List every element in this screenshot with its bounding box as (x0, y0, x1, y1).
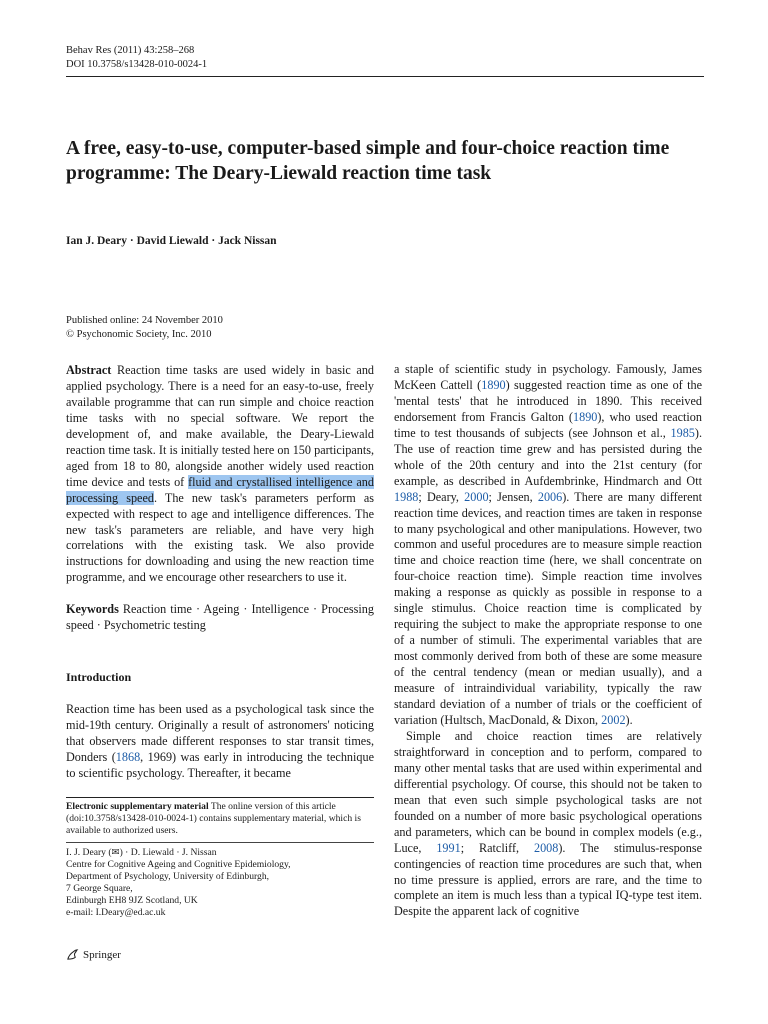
publication-info (66, 314, 223, 342)
abstract-section (66, 363, 374, 634)
supplementary-note (66, 801, 374, 837)
text: a staple of scientific study in psychology. Famously, James McKeen Cattell ( (394, 362, 702, 392)
text: Simple and choice reaction times are relatively straightforward in conception and to perform, compared to many other mental tasks that are used within experimental and differential psychology. Of course, this should not be taken to mean that even such simple psychological tasks are not founded on a number of more basic psychological operations and parameters, which can be bound in complex models (e.g., Luce, (394, 728, 702, 855)
citation-link[interactable]: 1868 (115, 749, 141, 764)
text: ) suggested reaction time as one of the 'mental tests' that he introduced in 1890. This received endorsement from Francis Galton ( (394, 377, 702, 424)
right-paragraph-1 (394, 362, 702, 729)
citation-link[interactable]: 2006 (537, 489, 563, 504)
publisher-footer (66, 948, 121, 961)
citation-link[interactable]: 1890 (573, 409, 598, 424)
highlighted-selection[interactable]: fluid and crystallised intelligence and processing speed (66, 474, 374, 505)
published-date: Published online: 24 November 2010 (66, 315, 223, 326)
text: ), who used reaction time to test thousands of subjects (see Johnson et al., (394, 409, 702, 440)
affiliation-street: 7 George Square, (66, 883, 133, 894)
affiliation-email[interactable]: e-mail: I.Deary@ed.ac.uk (66, 907, 166, 918)
copyright-line: © Psychonomic Society, Inc. 2010 (66, 329, 212, 340)
publisher-name: Springer (83, 948, 121, 961)
citation-link[interactable]: 2000 (464, 489, 489, 504)
citation-link[interactable]: 2008 (533, 840, 559, 855)
abstract-label: Abstract (66, 363, 112, 377)
article-title: A free, easy-to-use, computer-based simple and four-choice reaction time programme: The Deary-Liewald reaction time task (66, 138, 670, 184)
footnote-rule (66, 797, 374, 798)
affiliation-rule (66, 842, 374, 843)
affiliation-block (66, 847, 374, 919)
right-paragraph-2 (394, 729, 702, 920)
text: ; Deary, (418, 489, 465, 504)
text: ). The stimulus-response contingencies of reaction time procedures are such that, when no time pressure is applied, errors are rare, and the time to complete an item is much less than a typical IQ-type test item. Despite the apparent lack of cognitive (394, 840, 703, 919)
keywords-paragraph (66, 602, 374, 634)
affiliation-department: Department of Psychology, University of Edinburgh, (66, 871, 270, 882)
citation-link[interactable]: 1985 (670, 425, 695, 440)
introduction-text (66, 702, 374, 782)
citation-link[interactable]: 2002 (601, 712, 626, 727)
citation-link[interactable]: 1988 (394, 489, 419, 504)
keywords-text: Reaction time · Ageing · Intelligence · Processing speed · Psychometric testing (66, 602, 374, 633)
affiliation-authors: I. J. Deary (✉) · D. Liewald · J. Nissan (66, 847, 217, 858)
intro-text-a: Reaction time has been used as a psychological task since the mid-19th century. Originally a result of astronomers' noticing that observers made different responses to star transit times, Donders ( (66, 702, 374, 764)
author-list: Ian J. Deary · David Liewald · Jack Nissan (66, 235, 277, 247)
citation-link[interactable]: 1991 (436, 840, 461, 855)
abstract-text-before: Reaction time tasks are used widely in basic and applied psychology. There is a need for an easy-to-use, freely available programme that can run simple and choice reaction time tasks with no special software. We report the development of, and make available, the Deary-Liewald reaction time task. It is initially tested here on 150 participants, aged from 18 to 80, alongside another widely used reaction time device and tests of (66, 363, 375, 489)
abstract-paragraph (66, 363, 374, 586)
affiliation-centre: Centre for Cognitive Ageing and Cognitive Epidemiology, (66, 859, 291, 870)
intro-text-b: , 1969) was early in introducing the technique to scientific psychology. Thereafter, it became (66, 749, 374, 780)
right-column (394, 362, 702, 920)
abstract-text-after: . The new task's parameters perform as expected with respect to age and intelligence differences. The new task's parameters are reliable, and have very high correlations with the existing task. We also provide instructions for downloading and using the new reaction time programme, and we encourage other researchers to use it. (66, 490, 375, 585)
introduction-paragraph (66, 702, 374, 782)
keywords-label: Keywords (66, 602, 119, 617)
text: ; Ratcliff, (460, 840, 534, 855)
text: ). The use of reaction time grew and has persisted during the whole of the 20th century and into the 21st century (for example, as described in Aufdembrinke, Hindmarch and Ott (394, 425, 702, 488)
doi-line: DOI 10.3758/s13428-010-0024-1 (66, 59, 208, 70)
journal-citation (66, 44, 207, 72)
journal-line: Behav Res (2011) 43:258–268 (66, 45, 195, 56)
affiliation-city: Edinburgh EH8 9JZ Scotland, UK (66, 895, 198, 906)
text: ; Jensen, (488, 489, 538, 504)
header-rule (66, 76, 704, 77)
esm-label: Electronic supplementary material (66, 801, 209, 812)
text: ). There are many different reaction time devices, and reaction times are taken in response to many psychological and other manipulations. However, two common and useful procedures are to measure simple reaction time and choice reaction time (here, we shall concentrate on four-choice reaction time). Simple reaction time involves making a response as quickly as possible in response to a single stimulus. Choice reaction time is complicated by requiring the subject to make the appropriate response to one of a number of stimuli. The experimental variables that are most commonly derived from both of these are some measure of the central tendency (mean or median usually), and a measure of intraindividual variability, typically the raw standard deviation of a number of trials or the coefficient of variation (Hultsch, MacDonald, & Dixon, (394, 489, 702, 727)
springer-horse-icon (66, 948, 79, 961)
text: ). (625, 712, 633, 727)
citation-link[interactable]: 1890 (481, 377, 506, 392)
esm-text: The online version of this article (doi:10.3758/s13428-010-0024-1) contains supplementary material, which is available to authorized users. (66, 801, 361, 836)
introduction-heading: Introduction (66, 670, 132, 684)
